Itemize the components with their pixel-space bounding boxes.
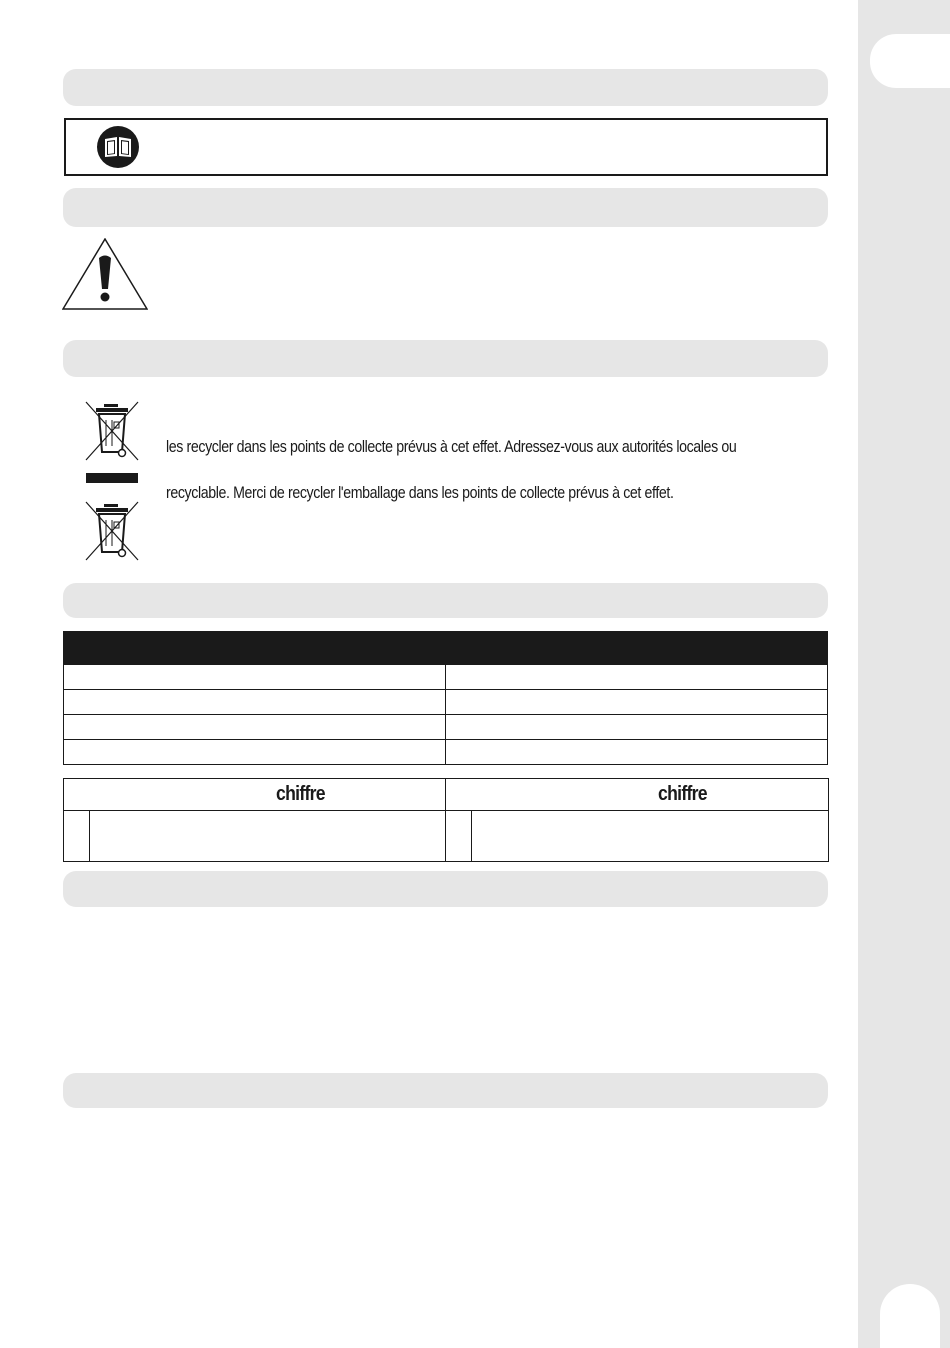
spec-table (63, 631, 828, 765)
section-header-6 (63, 1073, 828, 1108)
side-tab-top (870, 34, 950, 88)
recycling-text-line-2: recyclable. Merci de recycler l'emballage dans les points de collecte prévus à cet effet. (166, 484, 674, 502)
section-header-5 (63, 871, 828, 907)
warning-icon (62, 238, 148, 310)
crossed-bin-icon (84, 400, 140, 462)
book-icon (96, 125, 140, 169)
digit-text-cell (472, 811, 829, 862)
table-cell (446, 740, 828, 765)
table-row (64, 665, 828, 690)
section-header-3 (63, 340, 828, 377)
table-row (64, 811, 829, 862)
digit-table-header-row (64, 779, 829, 811)
manual-notice-box (64, 118, 828, 176)
side-tab-bottom (880, 1284, 940, 1348)
spec-table-header-cell (64, 632, 828, 665)
digit-table-left-header: chiffre (64, 779, 446, 811)
table-cell (64, 740, 446, 765)
crossed-bin-icon (84, 500, 140, 562)
digit-text-cell (90, 811, 446, 862)
digit-number-cell (64, 811, 90, 862)
table-row (64, 715, 828, 740)
table-cell (64, 690, 446, 715)
digit-table-right-header: chiffre (446, 779, 829, 811)
section-header-1 (63, 69, 828, 106)
table-row (64, 690, 828, 715)
side-strip (858, 0, 950, 1348)
section-header-4 (63, 583, 828, 618)
table-row (64, 740, 828, 765)
table-cell (446, 715, 828, 740)
digit-table (63, 778, 829, 862)
spec-table-header-row (64, 632, 828, 665)
table-cell (64, 715, 446, 740)
black-bar-marker (86, 473, 138, 483)
table-cell (64, 665, 446, 690)
recycling-text-line-1: les recycler dans les points de collecte prévus à cet effet. Adressez-vous aux autorités locales ou (166, 438, 737, 456)
section-header-2 (63, 188, 828, 227)
table-cell (446, 690, 828, 715)
table-cell (446, 665, 828, 690)
digit-number-cell (446, 811, 472, 862)
